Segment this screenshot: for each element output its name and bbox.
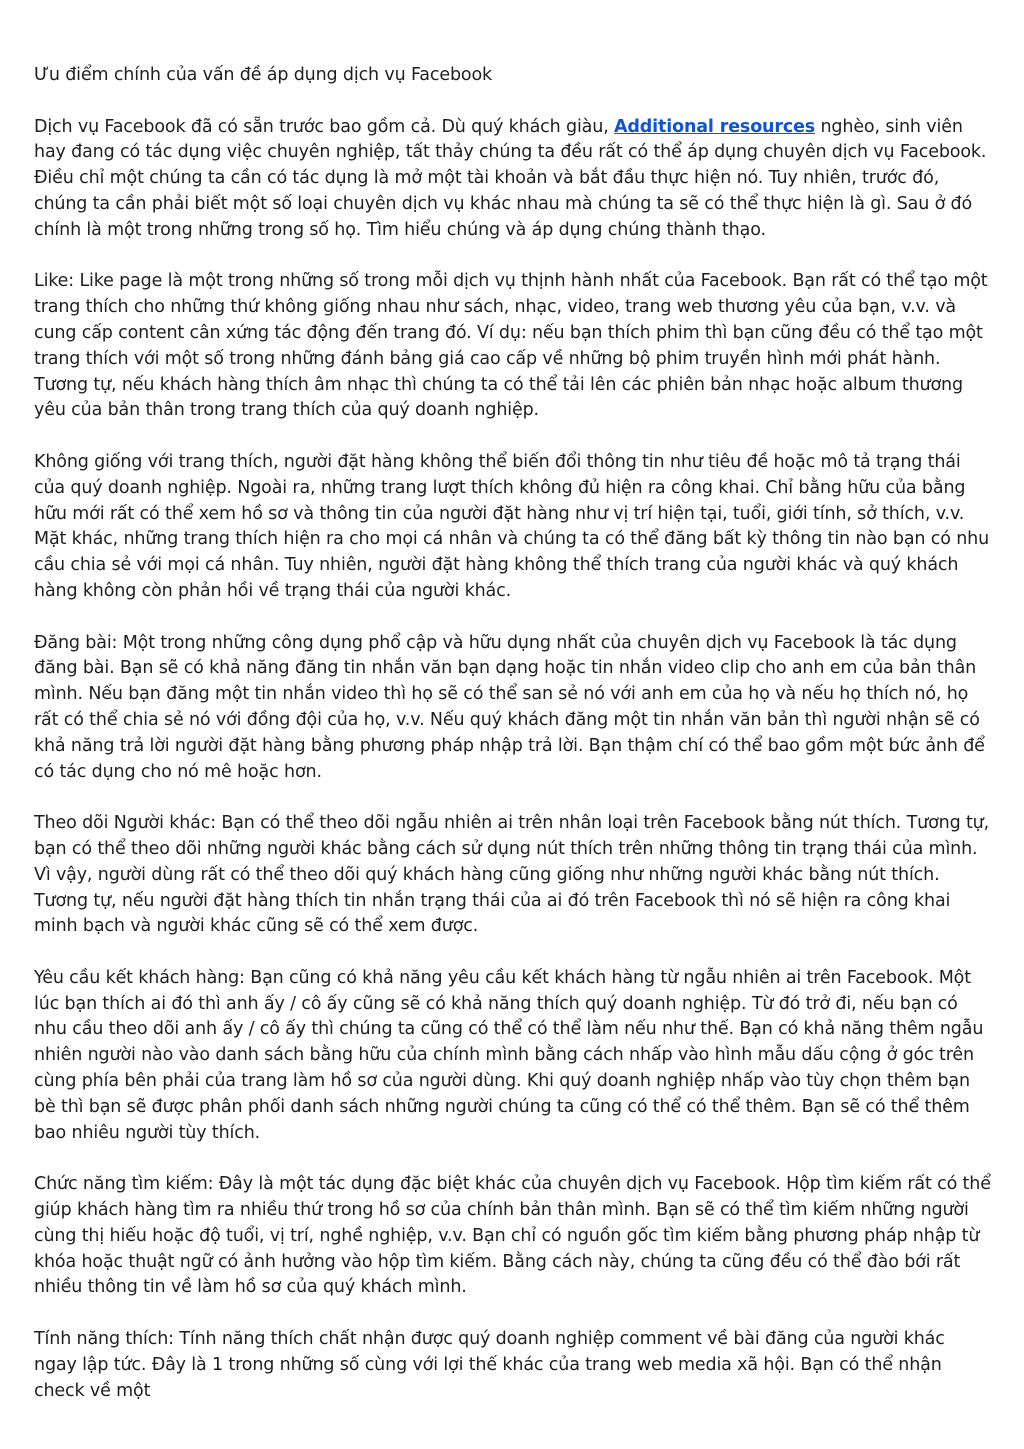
intro-paragraph [34,115,992,244]
intro-text-after-link: nghèo, sinh viên hay đang có tác dụng việc chuyên nghiệp, tất thảy chúng ta đều rất có thể áp dụng chuyên dịch vụ Facebook. Điều chỉ một chúng ta cần có tác dụng là mở một tài khoản và bắt đầu thực hiện nó. Tuy nhiên, trước đó, chúng ta cần phải biết một số loại chuyên dịch vụ khác nhau mà chúng ta sẽ có thể thực hiện là gì. Sau ở đó chính là một trong những trong số họ. Tìm hiểu chúng và áp dụng chúng thành thạo. [34,116,987,240]
paragraph-follow-others: Theo dõi Người khác: Bạn có thể theo dõi ngẫu nhiên ai trên nhân loại trên Facebook bằng nút thích. Tương tự, bạn có thể theo dõi những người khác bằng cách sử dụng nút thích trên những thông tin trạng thái của mình. Vì vậy, người dùng rất có thể theo dõi quý khách hàng cũng giống như những người khác bằng nút thích. Tương tự, nếu người đặt hàng thích tin nhắn trạng thái của ai đó trên Facebook thì nó sẽ hiện ra công khai minh bạch và người khác cũng sẽ có thể xem được. [34,813,990,937]
additional-resources-link[interactable]: Additional resources [614,116,816,137]
intro-text-before-link: Dịch vụ Facebook đã có sẵn trước bao gồm cả. Dù quý khách giàu, [34,116,615,137]
paragraph-search-function: Chức năng tìm kiếm: Đây là một tác dụng đặc biệt khác của chuyên dịch vụ Facebook. Hộp tìm kiếm rất có thể giúp khách hàng tìm ra nhiều thứ trong hồ sơ của chính bản thân mình. Bạn sẽ có thể tìm kiếm những người cùng thị hiếu hoặc độ tuổi, vị trí, nghề nghiệp, v.v. Bạn chỉ có nguồn gốc tìm kiếm bằng phương pháp nhập từ khóa hoặc thuật ngữ có ảnh hưởng vào hộp tìm kiếm. Bằng cách này, chúng ta cũng đều có thể đào bới rất nhiều thông tin về làm hồ sơ của quý khách mình. [34,1174,991,1298]
paragraph-profile-differences: Không giống với trang thích, người đặt hàng không thể biến đổi thông tin như tiêu đề hoặc mô tả trạng thái của quý doanh nghiệp. Ngoài ra, những trang lượt thích không đủ hiện ra công khai. Chỉ bằng hữu của bằng hữu mới rất có thể xem hồ sơ và thông tin của người đặt hàng như vị trí hiện tại, tuổi, giới tính, sở thích, v.v. Mặt khác, những trang thích hiện ra cho mọi cá nhân và chúng ta có thể đăng bất kỳ thông tin nào bạn có nhu cầu chia sẻ với mọi cá nhân. Tuy nhiên, người đặt hàng không thể thích trang của người khác và quý khách hàng không còn phản hồi về trạng thái của người khác. [34,451,990,601]
paragraph-friend-requests: Yêu cầu kết khách hàng: Bạn cũng có khả năng yêu cầu kết khách hàng từ ngẫu nhiên ai trên Facebook. Một lúc bạn thích ai đó thì anh ấy / cô ấy cũng sẽ có khả năng thích quý doanh nghiệp. Từ đó trở đi, nếu bạn có nhu cầu theo dõi anh ấy / cô ấy thì chúng ta cũng có thể có thể làm nếu như thế. Bạn có khả năng thêm ngẫu nhiên người nào vào danh sách bằng hữu của chính mình bằng cách nhấp vào hình mẫu dấu cộng ở góc trên cùng phía bên phải của trang làm hồ sơ của người dùng. Khi quý doanh nghiệp nhấp vào tùy chọn thêm bạn bè thì bạn sẽ được phân phối danh sách những người chúng ta cũng có thể có thể thêm. Bạn sẽ có thể thêm bao nhiêu người tùy thích. [34,967,984,1143]
paragraph-posting: Đăng bài: Một trong những công dụng phổ cập và hữu dụng nhất của chuyên dịch vụ Facebook là tác dụng đăng bài. Bạn sẽ có khả năng đăng tin nhắn văn bạn dạng hoặc tin nhắn video clip cho anh em của bản thân mình. Nếu bạn đăng một tin nhắn video thì họ sẽ có thể san sẻ nó với anh em của họ và nếu họ thích nó, họ rất có thể chia sẻ nó với đồng đội của họ, v.v. Nếu quý khách đăng một tin nhắn văn bản thì người nhận sẽ có khả năng trả lời người đặt hàng bằng phương pháp nhập trả lời. Bạn thậm chí có thể bao gồm một bức ảnh để có tác dụng cho nó mê hoặc hơn. [34,632,985,782]
paragraph-like-feature: Tính năng thích: Tính năng thích chất nhận được quý doanh nghiệp comment về bài đăng của người khác ngay lập tức. Đây là 1 trong những số cùng với lợi thế khác của trang web media xã hội. Bạn có thể nhận check về một [34,1329,945,1401]
document-title: Ưu điểm chính của vấn đề áp dụng dịch vụ Facebook [34,65,492,85]
document-body [34,63,992,1430]
paragraph-like-page: Like: Like page là một trong những số trong mỗi dịch vụ thịnh hành nhất của Facebook. Bạn rất có thể tạo một trang thích cho những thứ không giống nhau như sách, nhạc, video, trang web thương yêu của bạn, v.v. và cung cấp content cân xứng tác động đến trang đó. Ví dụ: nếu bạn thích phim thì bạn cũng đều có thể tạo một trang thích với một số trong những đánh bảng giá cao cấp về những bộ phim truyền hình mới phát hành. Tương tự, nếu khách hàng thích âm nhạc thì chúng ta có thể tải lên các phiên bản nhạc hoặc album thương yêu của bản thân trong trang thích của quý doanh nghiệp. [34,271,988,421]
